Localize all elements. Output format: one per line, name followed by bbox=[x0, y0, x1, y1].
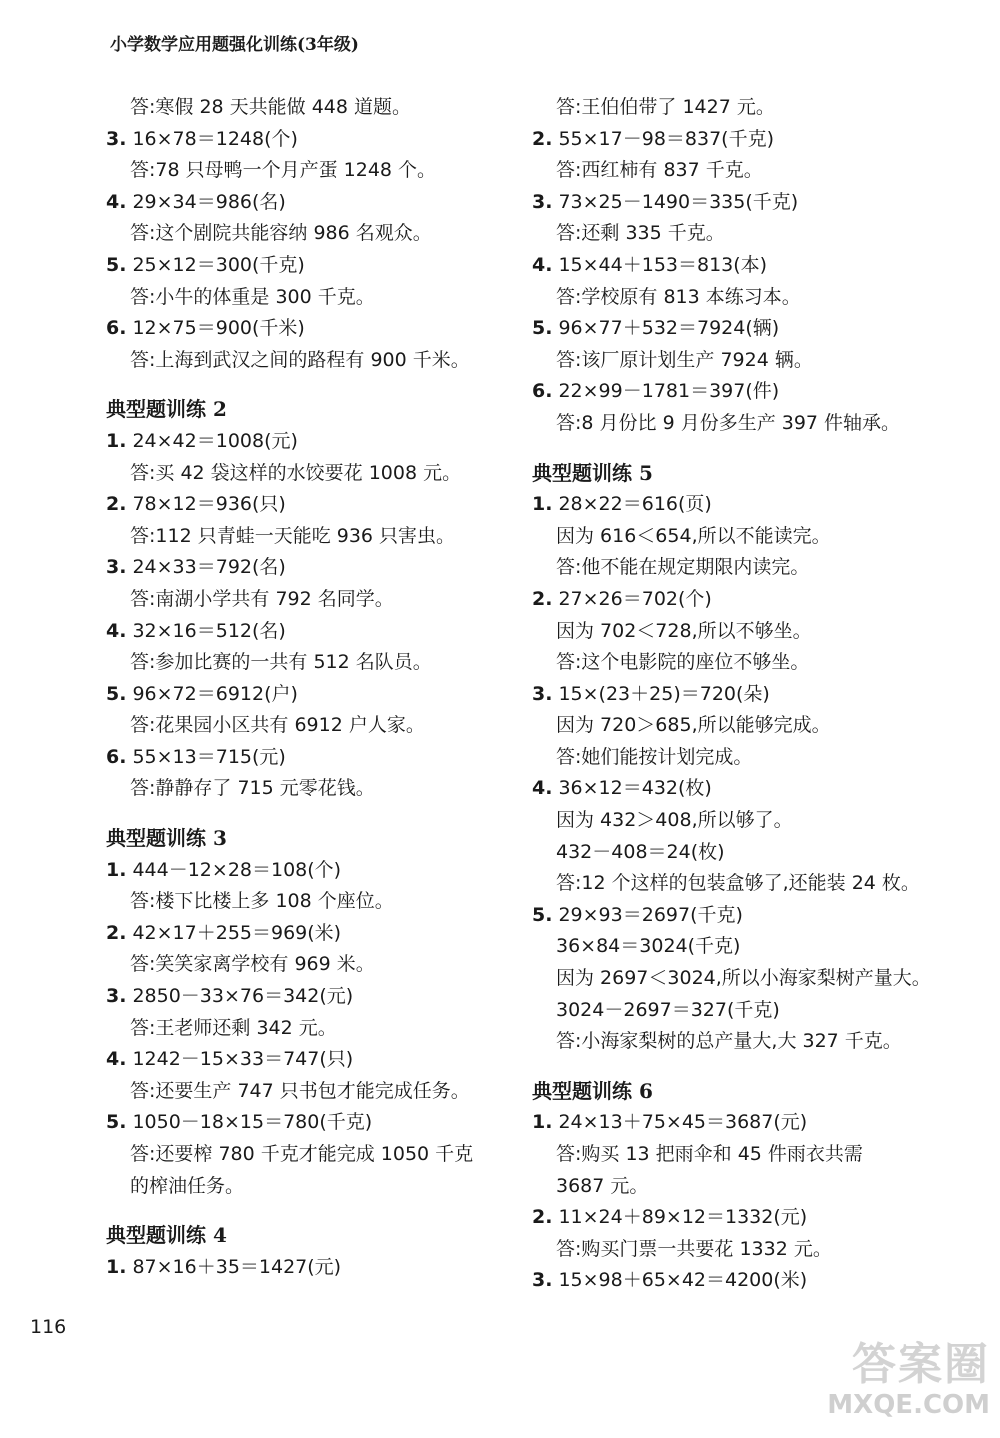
problem-number: 4. bbox=[106, 1048, 127, 1071]
answer-line: 答:花果园小区共有 6912 户人家。 bbox=[130, 714, 425, 737]
equation-text: 15×(23＋25)＝720(朵) bbox=[558, 682, 770, 705]
answer-line: 答:笑笑家离学校有 969 米。 bbox=[130, 953, 375, 976]
problem-equation bbox=[106, 1107, 521, 1139]
answer-line: 3687 元。 bbox=[556, 1174, 649, 1197]
answer-line: 因为 2697＜3024,所以小海家梨树产量大。 bbox=[556, 967, 931, 990]
problem-number: 5. bbox=[106, 1111, 127, 1134]
answer-line: 答:还要榨 780 千克才能完成 1050 千克 bbox=[130, 1143, 474, 1165]
problem-number: 4. bbox=[106, 190, 127, 213]
equation-text: 27×26＝702(个) bbox=[558, 587, 712, 610]
equation-text: 22×99－1781＝397(件) bbox=[558, 380, 780, 403]
equation-text: 96×72＝6912(户) bbox=[132, 682, 298, 705]
page-header-title: 小学数学应用题强化训练(3年级) bbox=[110, 35, 359, 55]
problem-number: 3. bbox=[106, 127, 127, 150]
problem-number: 5. bbox=[106, 682, 127, 705]
answer-line: 答:这个电影院的座位不够坐。 bbox=[556, 651, 810, 674]
equation-text: 1242－15×33＝747(只) bbox=[132, 1048, 354, 1071]
equation-text: 24×33＝792(名) bbox=[132, 556, 286, 579]
equation-text: 32×16＝512(名) bbox=[132, 619, 286, 642]
answer-line: 答:王老师还剩 342 元。 bbox=[130, 1016, 337, 1039]
answer-line: 答:78 只母鸭一个月产蛋 1248 个。 bbox=[130, 159, 437, 182]
problem-number: 3. bbox=[106, 985, 127, 1008]
answer-line: 答:王伯伯带了 1427 元。 bbox=[556, 96, 775, 118]
problem-number: 2. bbox=[532, 587, 553, 610]
equation-text: 11×24＋89×12＝1332(元) bbox=[558, 1206, 808, 1229]
section-heading: 典型题训练 3 bbox=[106, 826, 227, 851]
equation-text: 29×93＝2697(千克) bbox=[558, 903, 743, 926]
equation-text: 24×42＝1008(元) bbox=[132, 429, 298, 452]
problem-equation bbox=[106, 918, 521, 950]
problem-equation bbox=[106, 426, 521, 458]
equation-text: 2850－33×76＝342(元) bbox=[132, 985, 354, 1008]
answer-line: 答:这个剧院共能容纳 986 名观众。 bbox=[130, 222, 432, 245]
section-heading: 典型题训练 5 bbox=[532, 460, 653, 485]
answer-line: 答:西红柿有 837 千克。 bbox=[556, 159, 763, 182]
problem-number: 6. bbox=[106, 745, 127, 768]
equation-text: 444－12×28＝108(个) bbox=[132, 858, 342, 881]
problem-equation bbox=[532, 773, 947, 805]
problem-equation bbox=[106, 616, 521, 648]
answer-line: 答:寒假 28 天共能做 448 道题。 bbox=[130, 96, 412, 118]
problem-equation bbox=[106, 1044, 521, 1076]
answer-line: 因为 432＞408,所以够了。 bbox=[556, 809, 793, 832]
problem-number: 3. bbox=[532, 1269, 553, 1292]
problem-number: 3. bbox=[106, 556, 127, 579]
problem-number: 6. bbox=[106, 317, 127, 340]
section-heading: 典型题训练 6 bbox=[532, 1078, 653, 1103]
problem-equation bbox=[532, 1202, 947, 1234]
equation-text: 24×13＋75×45＝3687(元) bbox=[558, 1111, 808, 1134]
answer-line: 3024－2697＝327(千克) bbox=[556, 998, 780, 1021]
problem-number: 4. bbox=[532, 777, 553, 800]
answer-line: 答:该厂原计划生产 7924 辆。 bbox=[556, 348, 813, 371]
answer-line: 的榨油任务。 bbox=[130, 1174, 245, 1197]
problem-equation bbox=[106, 552, 521, 584]
problem-equation bbox=[106, 981, 521, 1013]
answer-line: 答:购买门票一共要花 1332 元。 bbox=[556, 1237, 832, 1260]
answer-line: 432－408＝24(枚) bbox=[556, 840, 725, 863]
answer-line: 答:小海家梨树的总产量大,大 327 千克。 bbox=[556, 1030, 902, 1053]
problem-number: 5. bbox=[532, 903, 553, 926]
problem-equation bbox=[532, 313, 947, 345]
problem-number: 5. bbox=[106, 253, 127, 276]
problem-number: 2. bbox=[532, 1206, 553, 1229]
problem-equation bbox=[532, 187, 947, 219]
problem-equation bbox=[106, 313, 521, 345]
equation-text: 15×98＋65×42＝4200(米) bbox=[558, 1269, 808, 1292]
problem-number: 1. bbox=[106, 858, 127, 881]
problem-equation bbox=[532, 679, 947, 711]
equation-text: 87×16＋35＝1427(元) bbox=[132, 1255, 342, 1278]
equation-text: 36×12＝432(枚) bbox=[558, 777, 712, 800]
right-column bbox=[532, 92, 947, 1297]
problem-equation bbox=[106, 679, 521, 711]
equation-text: 15×44＋153＝813(本) bbox=[558, 253, 768, 276]
problem-equation bbox=[106, 742, 521, 774]
watermark-mark: 答案圈 bbox=[852, 1339, 990, 1390]
answer-line: 答:她们能按计划完成。 bbox=[556, 745, 753, 768]
equation-text: 16×78＝1248(个) bbox=[132, 127, 298, 150]
problem-number: 3. bbox=[532, 682, 553, 705]
problem-equation bbox=[532, 900, 947, 932]
answer-line: 因为 616＜654,所以不能读完。 bbox=[556, 524, 831, 547]
answer-line: 因为 702＜728,所以不够坐。 bbox=[556, 619, 812, 642]
answer-line: 答:楼下比楼上多 108 个座位。 bbox=[130, 890, 394, 913]
equation-text: 42×17＋255＝969(米) bbox=[132, 921, 342, 944]
answer-line: 答:他不能在规定期限内读完。 bbox=[556, 556, 810, 579]
answer-line: 因为 720＞685,所以能够完成。 bbox=[556, 714, 831, 737]
problem-equation bbox=[532, 584, 947, 616]
answer-line: 答:静静存了 715 元零花钱。 bbox=[130, 777, 375, 800]
problem-number: 4. bbox=[532, 253, 553, 276]
problem-equation bbox=[106, 187, 521, 219]
equation-text: 73×25－1490＝335(千克) bbox=[558, 190, 799, 213]
answer-line: 答:参加比赛的一共有 512 名队员。 bbox=[130, 651, 432, 674]
problem-equation bbox=[532, 1107, 947, 1139]
answer-line: 答:购买 13 把雨伞和 45 件雨衣共需 bbox=[556, 1143, 863, 1165]
problem-equation bbox=[106, 489, 521, 521]
answer-line: 答:12 个这样的包装盒够了,还能装 24 枚。 bbox=[556, 872, 920, 895]
answer-line: 答:学校原有 813 本练习本。 bbox=[556, 285, 801, 308]
problem-number: 1. bbox=[106, 429, 127, 452]
answer-line: 答:还剩 335 千克。 bbox=[556, 222, 725, 245]
answer-line: 答:112 只青蛙一天能吃 936 只害虫。 bbox=[130, 524, 456, 547]
problem-equation bbox=[532, 376, 947, 408]
equation-text: 1050－18×15＝780(千克) bbox=[132, 1111, 373, 1134]
problem-equation bbox=[106, 1252, 521, 1284]
problem-number: 3. bbox=[532, 190, 553, 213]
problem-number: 2. bbox=[106, 921, 127, 944]
answer-line: 答:小牛的体重是 300 千克。 bbox=[130, 285, 375, 308]
answer-line: 36×84＝3024(千克) bbox=[556, 935, 741, 958]
problem-number: 6. bbox=[532, 380, 553, 403]
problem-number: 5. bbox=[532, 317, 553, 340]
problem-number: 1. bbox=[532, 493, 553, 516]
problem-number: 1. bbox=[532, 1111, 553, 1134]
page-number: 116 bbox=[30, 1316, 67, 1338]
section-heading: 典型题训练 4 bbox=[106, 1223, 227, 1248]
problem-equation bbox=[106, 250, 521, 282]
watermark-url: MXQE.COM bbox=[827, 1390, 990, 1420]
problem-equation bbox=[106, 124, 521, 156]
equation-text: 78×12＝936(只) bbox=[132, 493, 286, 516]
answer-line: 答:还要生产 747 只书包才能完成任务。 bbox=[130, 1079, 470, 1102]
equation-text: 12×75＝900(千米) bbox=[132, 317, 305, 340]
problem-number: 2. bbox=[106, 493, 127, 516]
problem-number: 1. bbox=[106, 1255, 127, 1278]
equation-text: 29×34＝986(名) bbox=[132, 190, 286, 213]
problem-equation bbox=[106, 855, 521, 887]
answer-line: 答:8 月份比 9 月份多生产 397 件轴承。 bbox=[556, 411, 901, 434]
equation-text: 55×13＝715(元) bbox=[132, 745, 286, 768]
section-heading: 典型题训练 2 bbox=[106, 397, 227, 422]
equation-text: 96×77＋532＝7924(辆) bbox=[558, 317, 780, 340]
problem-number: 2. bbox=[532, 127, 553, 150]
answer-line: 答:上海到武汉之间的路程有 900 千米。 bbox=[130, 348, 470, 371]
problem-equation bbox=[532, 1265, 947, 1297]
answer-line: 答:买 42 袋这样的水饺要花 1008 元。 bbox=[130, 461, 462, 484]
problem-number: 4. bbox=[106, 619, 127, 642]
equation-text: 55×17－98＝837(千克) bbox=[558, 127, 774, 150]
equation-text: 28×22＝616(页) bbox=[558, 493, 712, 516]
problem-equation bbox=[532, 124, 947, 156]
equation-text: 25×12＝300(千克) bbox=[132, 253, 305, 276]
answer-line: 答:南湖小学共有 792 名同学。 bbox=[130, 587, 394, 610]
left-column bbox=[106, 92, 521, 1283]
problem-equation bbox=[532, 489, 947, 521]
watermark-logo bbox=[800, 1340, 990, 1430]
problem-equation bbox=[532, 250, 947, 282]
